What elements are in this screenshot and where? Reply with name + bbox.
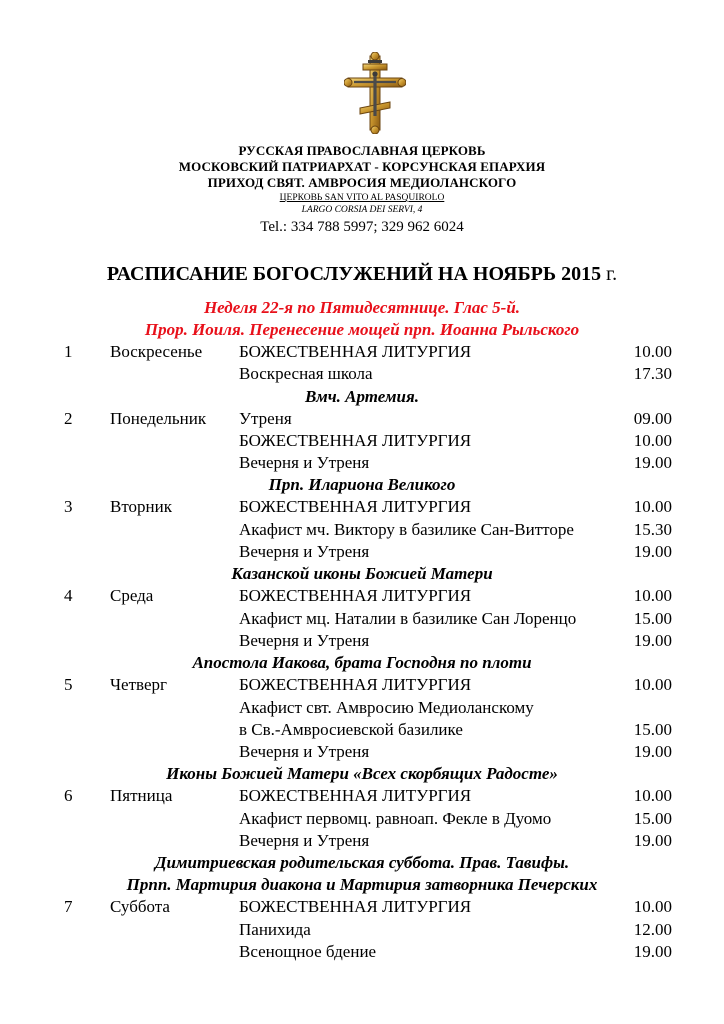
service-row xyxy=(0,363,724,385)
service-name: Акафист первомц. равноап. Фекле в Дуомо xyxy=(239,808,552,828)
day-number: 7 xyxy=(64,897,73,917)
service-name: Вечерня и Утреня xyxy=(239,831,370,851)
service-time: 10.00 xyxy=(633,586,672,606)
service-time: 10.00 xyxy=(633,430,672,450)
service-row xyxy=(0,519,724,541)
telephone: Tel.: 334 788 5997; 329 962 6024 xyxy=(260,219,464,235)
weekday: Понедельник xyxy=(110,408,207,428)
service-time: 10.00 xyxy=(633,786,672,806)
weekday: Вторник xyxy=(110,497,172,517)
service-row xyxy=(0,808,724,830)
feast-title: Вмч. Артемия. xyxy=(304,386,420,406)
service-time: 19.00 xyxy=(633,742,672,762)
service-time: 19.00 xyxy=(633,453,672,473)
header-line-3: ПРИХОД СВЯТ. АМВРОСИЯ МЕДИОЛАНСКОГО xyxy=(207,175,517,190)
feast-title: Прпп. Мартирия диакона и Мартирия затворника Печерских xyxy=(126,875,598,895)
service-name: Воскресная школа xyxy=(239,364,373,384)
header-line-1: РУССКАЯ ПРАВОСЛАВНАЯ ЦЕРКОВЬ xyxy=(238,143,486,158)
service-row xyxy=(0,430,724,452)
service-time: 15.00 xyxy=(633,808,672,828)
service-name: БОЖЕСТВЕННАЯ ЛИТУРГИЯ xyxy=(239,786,472,806)
service-row xyxy=(0,608,724,630)
service-row xyxy=(0,341,724,363)
service-row xyxy=(0,830,724,852)
service-row xyxy=(0,452,724,474)
feast-title: Димитриевская родительская суббота. Прав. Тавифы. xyxy=(154,853,570,873)
service-name: Вечерня и Утреня xyxy=(239,742,370,762)
service-name: Утреня xyxy=(239,408,292,428)
title-suffix: г. xyxy=(601,263,618,285)
service-time: 10.00 xyxy=(633,497,672,517)
feast-title: Прор. Иоиля. Перенесение мощей прп. Иоанна Рыльского xyxy=(144,320,580,339)
feast-title: Апостола Иакова, брата Господня по плоти xyxy=(192,653,532,673)
service-time: 15.00 xyxy=(633,608,672,628)
church-address: LARGO CORSIA DEI SERVI, 4 xyxy=(301,205,423,215)
day-number: 4 xyxy=(64,586,73,606)
service-row xyxy=(0,896,724,918)
service-name: Вечерня и Утреня xyxy=(239,542,370,562)
service-time: 15.00 xyxy=(633,719,672,739)
service-time: 19.00 xyxy=(633,831,672,851)
service-name: БОЖЕСТВЕННАЯ ЛИТУРГИЯ xyxy=(239,342,472,361)
service-row xyxy=(0,741,724,763)
day-number: 2 xyxy=(64,408,73,428)
service-time: 19.00 xyxy=(633,630,672,650)
feast-title: Казанской иконы Божией Матери xyxy=(231,564,493,584)
service-name: БОЖЕСТВЕННАЯ ЛИТУРГИЯ xyxy=(239,497,472,517)
weekday: Четверг xyxy=(110,675,167,695)
service-name: БОЖЕСТВЕННАЯ ЛИТУРГИЯ xyxy=(239,430,472,450)
service-name: Вечерня и Утреня xyxy=(239,630,370,650)
weekday: Пятница xyxy=(110,786,173,806)
service-time: 15.30 xyxy=(633,519,672,539)
service-time: 17.30 xyxy=(633,364,672,384)
church-name: ЦЕРКОВЬ SAN VITO AL PASQUIROLO xyxy=(279,193,445,203)
weekday: Среда xyxy=(110,586,154,606)
service-name: Всенощное бдение xyxy=(239,941,377,961)
service-row xyxy=(0,541,724,563)
service-name: Акафист мц. Наталии в базилике Сан Лоренцо xyxy=(239,608,577,628)
church-header xyxy=(0,143,724,236)
service-time: 10.00 xyxy=(633,675,672,695)
feast-title: Прп. Илариона Великого xyxy=(268,475,456,495)
service-name: в Св.-Амвросиевской базилике xyxy=(239,719,463,739)
feast-title: Неделя 22-я по Пятидесятнице. Глас 5-й. xyxy=(203,298,521,317)
service-row xyxy=(0,919,724,941)
service-name: Акафист свт. Амвросию Медиоланскому xyxy=(239,697,534,717)
service-row xyxy=(0,697,724,719)
page-title xyxy=(0,262,724,286)
title-main: РАСПИСАНИЕ БОГОСЛУЖЕНИЙ НА НОЯБРЬ 2015 xyxy=(106,263,602,285)
service-row xyxy=(0,496,724,518)
day-number: 5 xyxy=(64,675,73,695)
service-time: 09.00 xyxy=(633,408,672,428)
service-name: Акафист мч. Виктору в базилике Сан-Витторе xyxy=(239,519,574,539)
service-time: 12.00 xyxy=(633,919,672,939)
header-line-2: МОСКОВСКИЙ ПАТРИАРХАТ - КОРСУНСКАЯ ЕПАРХИЯ xyxy=(178,159,546,174)
service-name: БОЖЕСТВЕННАЯ ЛИТУРГИЯ xyxy=(239,897,472,917)
service-time: 19.00 xyxy=(633,941,672,961)
service-time: 10.00 xyxy=(633,897,672,917)
feast-title: Иконы Божией Матери «Всех скорбящих Радосте» xyxy=(166,764,558,784)
service-row xyxy=(0,585,724,607)
service-row xyxy=(0,719,724,741)
weekday: Суббота xyxy=(110,897,170,917)
service-name: БОЖЕСТВЕННАЯ ЛИТУРГИЯ xyxy=(239,586,472,606)
service-row xyxy=(0,941,724,963)
service-name: Панихида xyxy=(239,919,311,939)
weekday: Воскресенье xyxy=(110,342,203,361)
service-row xyxy=(0,630,724,652)
day-number: 6 xyxy=(64,786,73,806)
day-number: 3 xyxy=(64,497,73,517)
service-time: 10.00 xyxy=(633,342,672,361)
service-name: БОЖЕСТВЕННАЯ ЛИТУРГИЯ xyxy=(239,675,472,695)
day-number: 1 xyxy=(64,342,73,361)
service-row xyxy=(0,674,724,696)
service-row xyxy=(0,408,724,430)
orthodox-cross-icon xyxy=(344,52,406,134)
service-name: Вечерня и Утреня xyxy=(239,453,370,473)
service-time: 19.00 xyxy=(633,542,672,562)
service-row xyxy=(0,785,724,807)
schedule xyxy=(0,297,724,963)
